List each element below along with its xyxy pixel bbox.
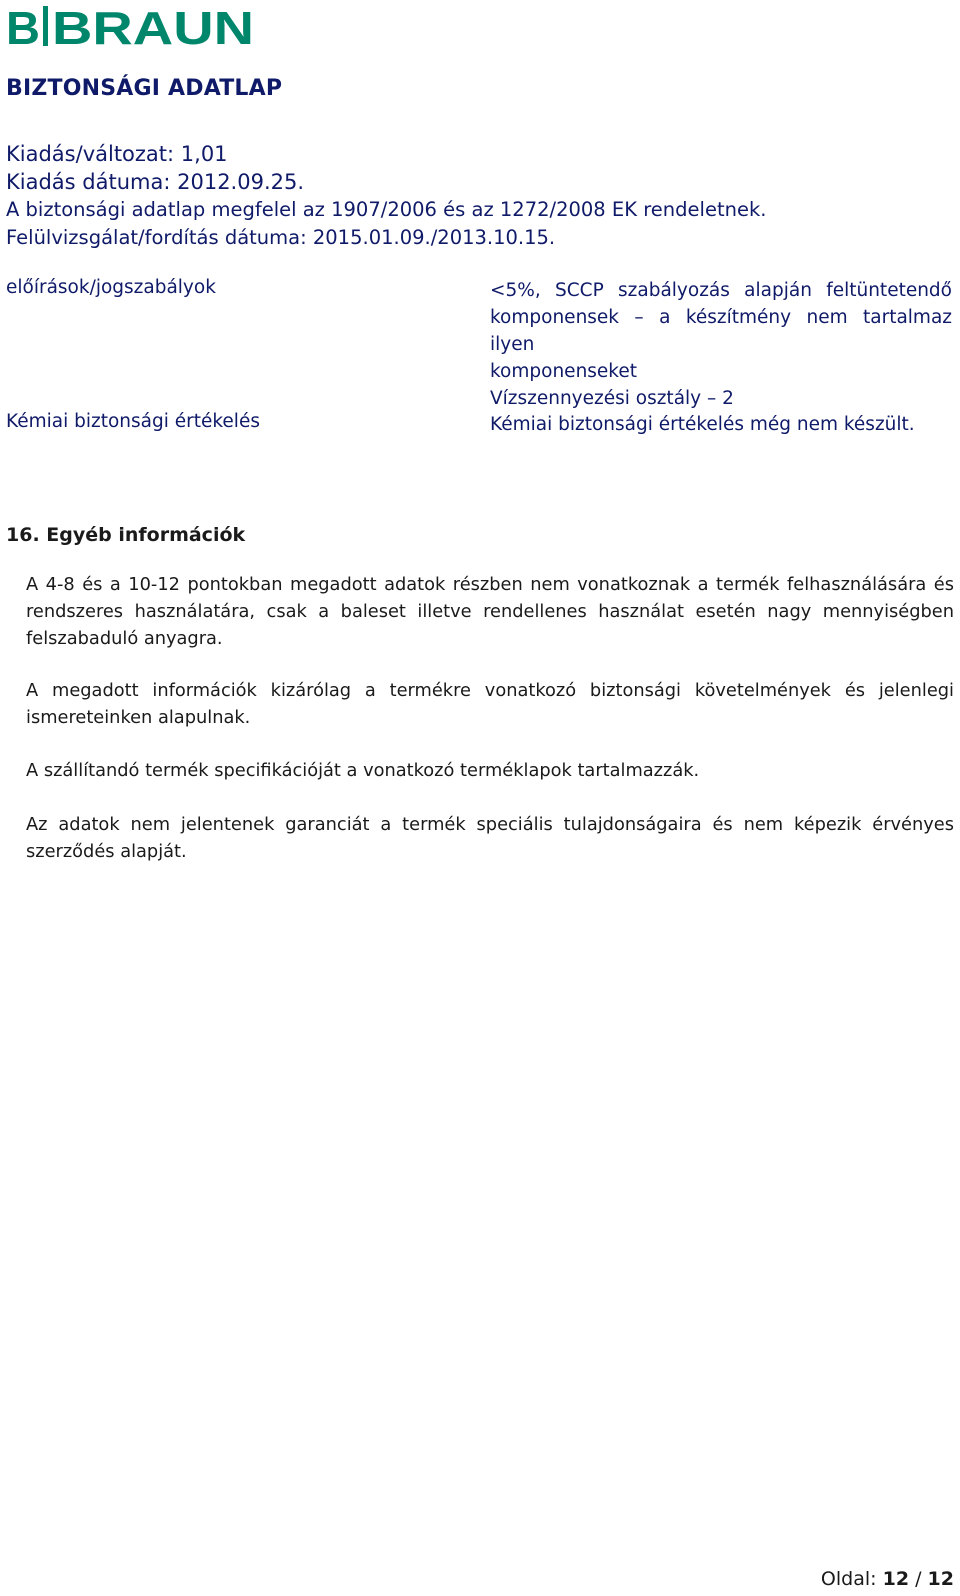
section-16-paragraph: A megadott információk kizárólag a termékre vonatkozó biztonsági követelmények és jelenlegi ismereteinken alapulnak. — [26, 680, 954, 728]
bbraun-logo — [6, 4, 256, 48]
section-16-paragraph: Az adatok nem jelentenek garanciát a termék speciális tulajdonságaira és nem képezik érvényes szerződés alapját. — [26, 814, 954, 862]
document-title: BIZTONSÁGI ADATLAP — [6, 76, 283, 101]
page-separator: / — [915, 1568, 922, 1590]
regulations-value-line: komponensek – a készítmény nem tartalmaz ilyen — [490, 307, 952, 355]
regulations-label: előírások/jogszabályok — [6, 277, 216, 298]
page-number — [821, 1568, 954, 1590]
svg-text:BRAUN: BRAUN — [52, 4, 254, 48]
section-16-heading: 16. Egyéb információk — [6, 524, 246, 546]
chemical-safety-value-line: Kémiai biztonsági értékelés még nem készült. — [490, 414, 915, 435]
regulations-value-line: komponenseket — [490, 361, 637, 382]
review-date-line: Felülvizsgálat/fordítás dátuma: 2015.01.09./2013.10.15. — [6, 226, 556, 249]
regulations-value-line: Vízszennyezési osztály – 2 — [490, 388, 734, 409]
section-16-paragraph: A szállítandó termék specifikációját a vonatkozó terméklapok tartalmazzák. — [26, 760, 700, 781]
page-total: 12 — [927, 1568, 954, 1590]
chemical-safety-label: Kémiai biztonsági értékelés — [6, 411, 260, 432]
regulations-value-line: <5%, SCCP szabályozás alapján feltüntetendő — [490, 280, 952, 301]
page-label: Oldal: — [820, 1568, 877, 1590]
section-16-paragraph: A 4-8 és a 10-12 pontokban megadott adatok részben nem vonatkoznak a termék felhasználására és rendszeres használatára, csak a baleset illetve rendellenes használat esetén nagy mennyiségben felszabaduló anyagra. — [26, 574, 954, 649]
regulations-value — [490, 277, 952, 412]
regulation-line: A biztonsági adatlap megfelel az 1907/2006 és az 1272/2008 EK rendeletnek. — [6, 198, 767, 221]
document-meta — [6, 140, 766, 252]
svg-text:B: B — [6, 4, 40, 48]
issue-date-line: Kiadás dátuma: 2012.09.25. — [6, 170, 305, 194]
page-current: 12 — [882, 1568, 910, 1590]
revision-line: Kiadás/változat: 1,01 — [6, 142, 228, 166]
chemical-safety-value — [490, 411, 952, 438]
